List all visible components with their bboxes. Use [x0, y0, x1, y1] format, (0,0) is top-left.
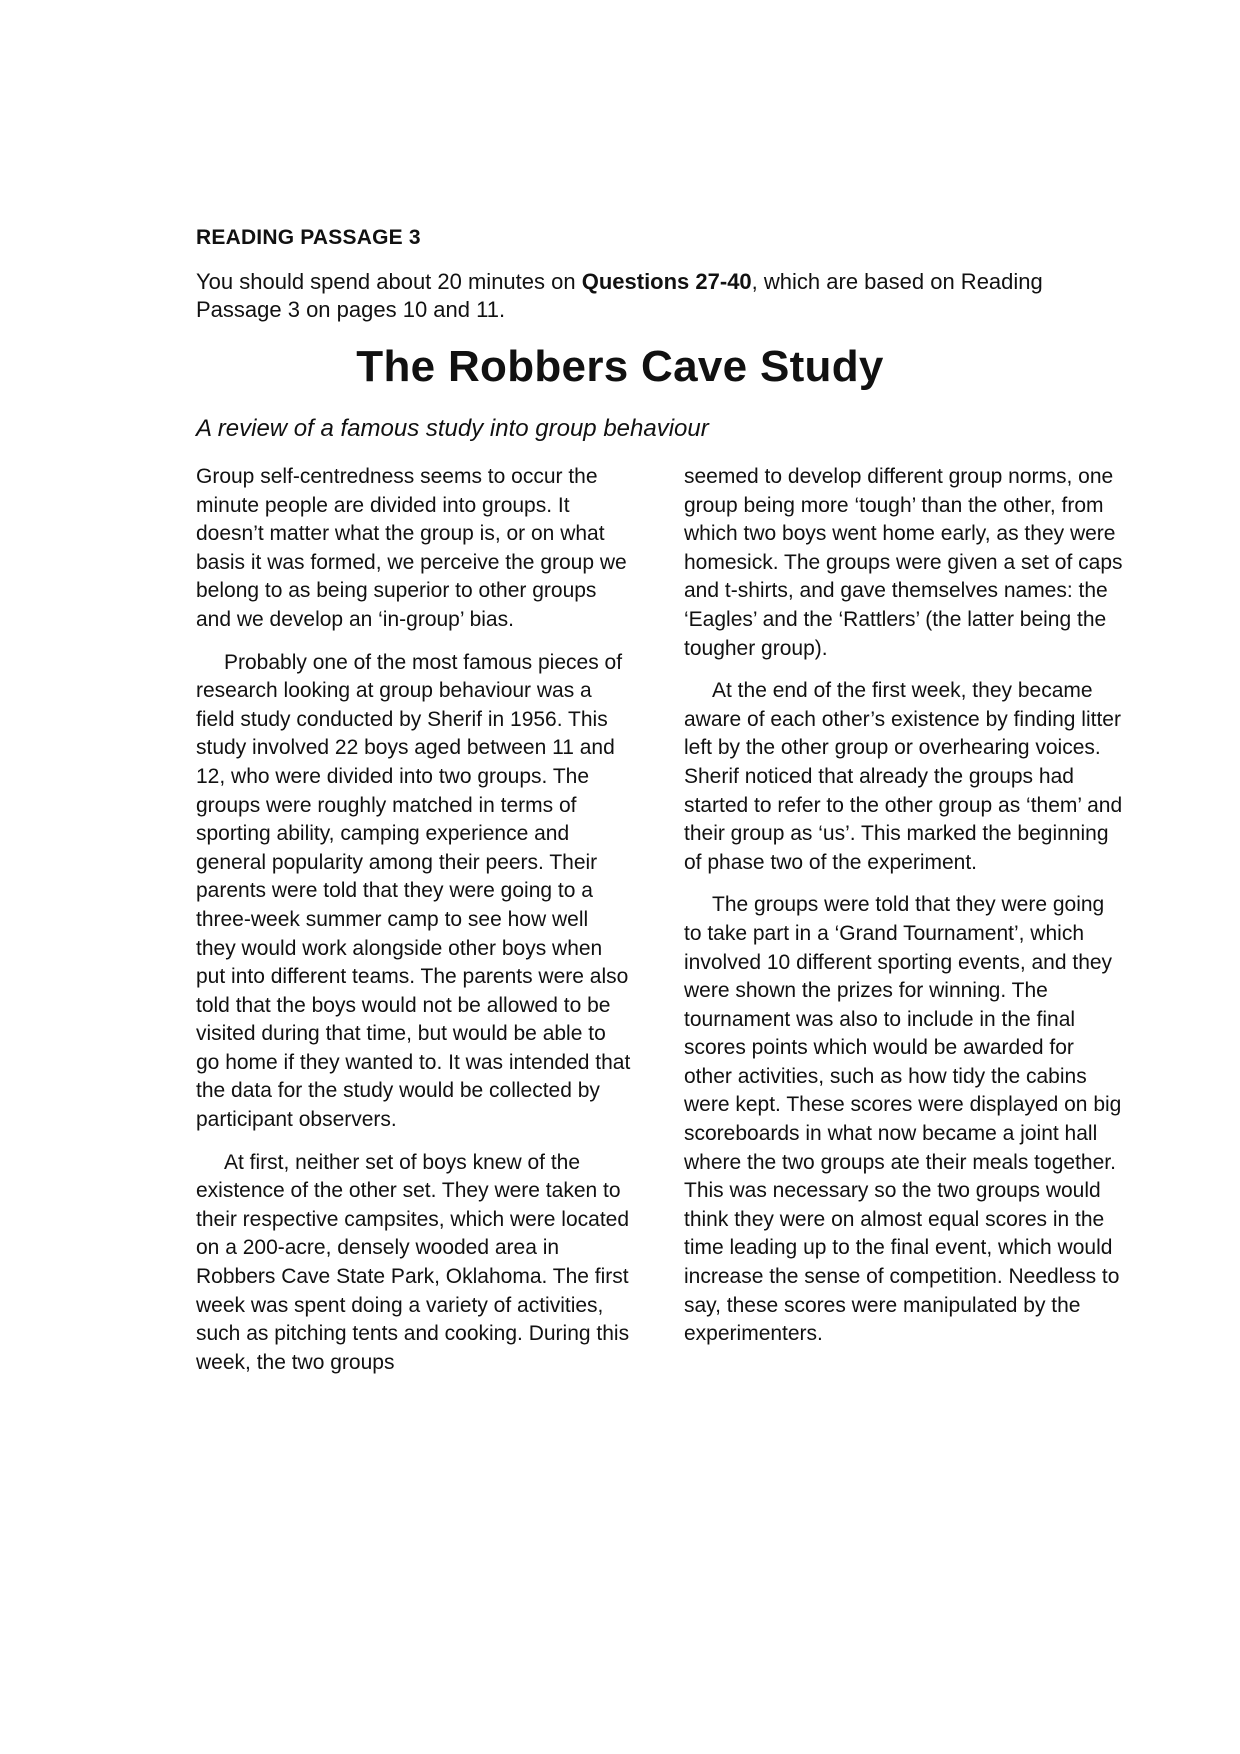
paragraph: seemed to develop different group norms, one group being more ‘tough’ than the other, from which two boys went home early, as they were homesick. The groups were given a set of caps and t-shirts, and gave themselves names: the ‘Eagles’ and the ‘Rattlers’ (the latter being the tougher group).	[684, 465, 1123, 660]
left-column	[196, 463, 632, 1391]
paragraph: Group self-centredness seems to occur the minute people are divided into groups. It doesn’t matter what the group is, or on what basis it was formed, we perceive the group we belong to as being superior to other groups and we develop an ‘in-group’ bias.	[196, 465, 627, 631]
paragraph: At the end of the first week, they became aware of each other’s existence by finding litter left by the other group or overhearing voices. Sherif noticed that already the groups had started to refer to the other group as ‘them’ and their group as ‘us’. This marked the beginning of phase two of the experiment.	[684, 679, 1123, 874]
article-title: The Robbers Cave Study	[356, 342, 884, 391]
right-column	[684, 463, 1124, 1363]
section-label: READING PASSAGE 3	[196, 226, 421, 249]
instruction-questions-range: Questions 27-40	[581, 269, 752, 294]
article-subtitle: A review of a famous study into group behaviour	[196, 415, 709, 442]
instructions	[196, 268, 1096, 324]
instruction-text-start: You should spend about 20 minutes on	[196, 269, 582, 294]
paragraph: Probably one of the most famous pieces of research looking at group behaviour was a field study conducted by Sherif in 1956. This study involved 22 boys aged between 11 and 12, who were divided into two groups. The groups were roughly matched in terms of sporting ability, camping experience and general popularity among their peers. Their parents were told that they were going to a three-week summer camp to see how well they would work alongside other boys when put into different teams. The parents were also told that the boys would not be allowed to be visited during that time, but would be able to go home if they wanted to. It was intended that the data for the study would be collected by participant observers.	[196, 650, 631, 1132]
instruction-text-end: , which are based on Reading Passage 3 on pages 10 and 11.	[196, 269, 1043, 322]
paragraph: The groups were told that they were going to take part in a ‘Grand Tournament’, which involved 10 different sporting events, and they were shown the prizes for winning. The tournament was also to include in the final scores points which would be awarded for other activities, such as how tidy the cabins were kept. These scores were displayed on big scoreboards in what now became a joint hall where the two groups ate their meals together. This was necessary so the two groups would think they were on almost equal scores in the time leading up to the final event, which would increase the sense of competition. Needless to say, these scores were manipulated by the experimenters.	[684, 893, 1122, 1346]
paragraph: At first, neither set of boys knew of the existence of the other set. They were taken to their respective campsites, which were located on a 200-acre, densely wooded area in Robbers Cave State Park, Oklahoma. The first week was spent doing a variety of activities, such as pitching tents and cooking. During this week, the two groups	[196, 1150, 630, 1374]
